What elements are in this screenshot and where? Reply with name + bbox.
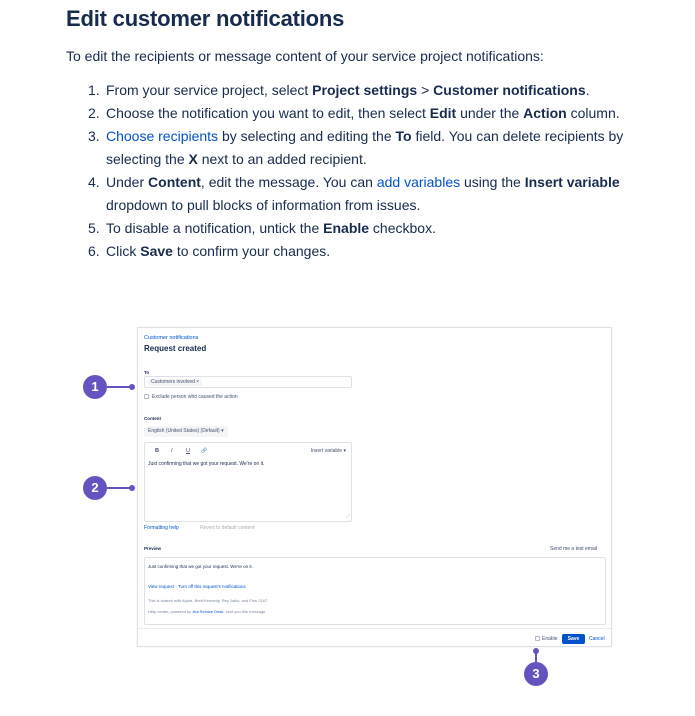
callout-marker: 3 [524,662,548,686]
list-item: 3. Choose recipients by selecting and editing the To field. You can delete recipients by selecting the X next to an added recipient. [88,128,624,167]
list-item: 5. To disable a notification, untick the Enable checkbox. [88,220,436,236]
callout-marker: 1 [83,375,107,399]
help-center-link[interactable]: Jira Service Desk [192,609,224,614]
recipient-chip[interactable]: Customers involved × [148,379,202,386]
intro-text: To edit the recipients or message content of your service project notifications: [66,48,544,64]
italic-button[interactable]: I [171,448,173,454]
message-body[interactable]: Just confirming that we got your request. We're on it. [148,461,265,467]
shared-with-text: This is shared with Alpha, Brett Kennedy, Rey Jaiko, and Finn 2167. [148,598,269,603]
notification-title: Request created [144,344,207,353]
steps-list [88,79,658,263]
recipients-field[interactable] [144,376,352,388]
choose-recipients-link[interactable]: Choose recipients [106,128,219,144]
exclude-label: Exclude person who caused the action [152,394,238,400]
content-label: Content [144,416,161,421]
save-button[interactable]: Save [562,634,585,644]
page-title: Edit customer notifications [66,6,345,31]
callout-dot [129,384,135,390]
callout-connector [107,386,131,388]
callout-connector [535,652,537,662]
underline-button[interactable]: U [186,448,190,454]
callout-connector [107,487,131,489]
send-test-email-link[interactable]: Send me a test email [550,546,597,552]
list-item: 2. Choose the notification you want to edit, then select Edit under the Action column. [88,105,620,121]
formatting-help-link[interactable]: Formatting help [144,525,179,531]
list-item: 6. Click Save to confirm your changes. [88,243,331,259]
enable-label: Enable [542,636,558,642]
preview-label: Preview [144,546,162,551]
exclude-checkbox[interactable] [144,394,149,399]
cancel-button[interactable]: Cancel [589,636,605,642]
breadcrumb[interactable]: Customer notifications [144,335,199,341]
list-item: 4. Under Content, edit the message. You can add variables using the Insert variable dropdown to pull blocks of information from issues. [88,174,620,213]
notification-footer [138,628,611,646]
language-select[interactable]: English (United States) (Default) ▾ [144,426,228,437]
callout-marker: 2 [83,476,107,500]
message-editor[interactable] [144,442,352,522]
link-icon[interactable]: 🔗 [201,448,208,454]
list-item: 1. From your service project, select Project settings > Customer notifications. [88,82,590,98]
bold-button[interactable]: B [155,448,159,454]
revert-link[interactable]: Revert to default content [200,525,255,531]
preview-panel: Just confirming that we got your request. We're on it. View request · Turn off this request's notifications This is shared with Alpha, Brett Kennedy, Rey Jaiko, and Finn 2167. Help center, powered by Jira Service Desk, sent you this message. [144,557,606,625]
to-label: To [144,370,150,375]
view-request-link[interactable]: View request [148,584,174,589]
resize-handle-icon[interactable]: ⟋ [346,514,350,520]
enable-checkbox[interactable] [535,636,540,641]
preview-body: Just confirming that we got your request. We're on it. [148,564,253,569]
add-variables-link[interactable]: add variables [376,174,461,190]
turn-off-link[interactable]: Turn off this request's notifications [177,584,246,589]
notification-screenshot [137,327,612,647]
insert-variable-dropdown[interactable]: Insert variable ▾ [310,448,346,454]
callout-dot [129,485,135,491]
